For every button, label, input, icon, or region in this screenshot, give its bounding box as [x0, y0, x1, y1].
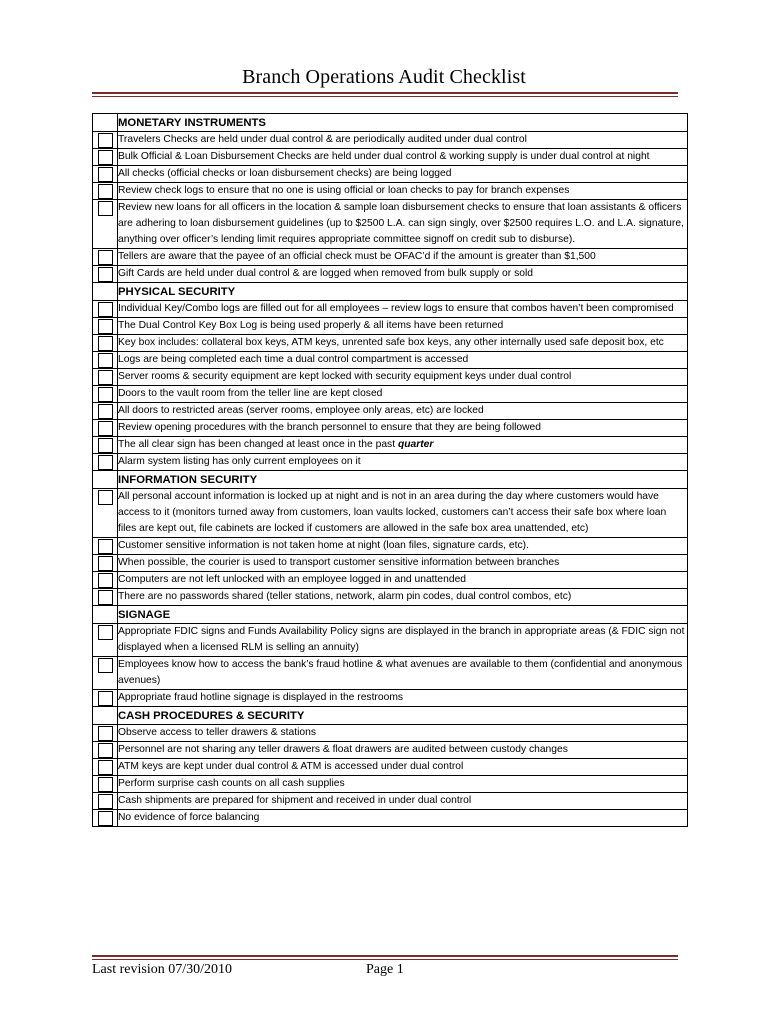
section-header-information-security — [93, 471, 688, 489]
section-header-physical-security — [93, 283, 688, 301]
checklist-row — [93, 352, 688, 369]
checklist-row — [93, 437, 688, 454]
checklist-item-text-main: The all clear sign has been changed at least once in the past — [118, 439, 396, 450]
checkbox[interactable] — [98, 625, 113, 640]
checkbox[interactable] — [98, 794, 113, 809]
checkbox[interactable] — [98, 387, 113, 402]
footer-revision: Last revision 07/30/2010 — [92, 962, 232, 977]
checklist-item-text: All checks (official checks or loan disbursement checks) are being logged — [118, 166, 688, 183]
checklist-item-text: Travelers Checks are held under dual control & are periodically audited under dual control — [118, 132, 688, 149]
checklist-item-text: The Dual Control Key Box Log is being used properly & all items have been returned — [118, 318, 688, 335]
section-heading: INFORMATION SECURITY — [118, 471, 688, 489]
checkbox[interactable] — [98, 133, 113, 148]
checklist-row — [93, 589, 688, 606]
section-heading: PHYSICAL SECURITY — [118, 283, 688, 301]
checkbox[interactable] — [98, 726, 113, 741]
checklist-item-text: Doors to the vault room from the teller line are kept closed — [118, 386, 688, 403]
checklist-row — [93, 690, 688, 707]
checkbox[interactable] — [98, 691, 113, 706]
checklist-item-text: Review opening procedures with the branch personnel to ensure that they are being followed — [118, 420, 688, 437]
checklist-item-text: Logs are being completed each time a dual control compartment is accessed — [118, 352, 688, 369]
checklist-row — [93, 249, 688, 266]
checkbox[interactable] — [98, 167, 113, 182]
checklist-row — [93, 403, 688, 420]
checkbox[interactable] — [98, 336, 113, 351]
emphasis-word: quarter — [397, 439, 434, 450]
checklist-item-text: No evidence of force balancing — [118, 810, 688, 827]
checklist-row — [93, 742, 688, 759]
checklist-item-text: Customer sensitive information is not taken home at night (loan files, signature cards, etc). — [118, 538, 688, 555]
checkbox[interactable] — [98, 743, 113, 758]
document-title: Branch Operations Audit Checklist — [242, 66, 526, 88]
checkbox[interactable] — [98, 777, 113, 792]
checkbox[interactable] — [98, 404, 113, 419]
section-heading: SIGNAGE — [118, 606, 688, 624]
checkbox[interactable] — [98, 201, 113, 216]
checklist-item-text: Alarm system listing has only current employees on it — [118, 454, 688, 471]
checkbox[interactable] — [98, 539, 113, 554]
checkbox[interactable] — [98, 811, 113, 826]
checklist-item-text: Cash shipments are prepared for shipment and received in under dual control — [118, 793, 688, 810]
checklist-item-text: ATM keys are kept under dual control & ATM is accessed under dual control — [118, 759, 688, 776]
checklist-row — [93, 301, 688, 318]
checklist-item-text: Bulk Official & Loan Disbursement Checks are held under dual control & working supply is under dual control at night — [118, 149, 688, 166]
checklist-row — [93, 369, 688, 386]
checkbox[interactable] — [98, 658, 113, 673]
checklist-item-text — [118, 437, 688, 454]
checklist-item-text: Observe access to teller drawers & stations — [118, 725, 688, 742]
checklist-item-text: There are no passwords shared (teller stations, network, alarm pin codes, dual control combos, etc) — [118, 589, 688, 606]
checklist-row — [93, 386, 688, 403]
footer-divider — [92, 955, 678, 960]
checklist-row — [93, 420, 688, 437]
checklist-row — [93, 266, 688, 283]
checklist-row — [93, 624, 688, 657]
checklist-row — [93, 657, 688, 690]
section-header-cash-procedures — [93, 707, 688, 725]
checkbox[interactable] — [98, 353, 113, 368]
checklist-row — [93, 335, 688, 352]
checkbox[interactable] — [98, 302, 113, 317]
checklist-row — [93, 183, 688, 200]
checklist-item-text: Computers are not left unlocked with an employee logged in and unattended — [118, 572, 688, 589]
checklist-item-text: Gift Cards are held under dual control & are logged when removed from bulk supply or sold — [118, 266, 688, 283]
section-header-monetary-instruments — [93, 114, 688, 132]
checklist-row — [93, 318, 688, 335]
checkbox[interactable] — [98, 267, 113, 282]
section-heading: CASH PROCEDURES & SECURITY — [118, 707, 688, 725]
audit-checklist-table — [92, 113, 688, 827]
title-divider — [92, 92, 678, 97]
checklist-item-text: Appropriate fraud hotline signage is displayed in the restrooms — [118, 690, 688, 707]
checkbox[interactable] — [98, 370, 113, 385]
checklist-item-text: Personnel are not sharing any teller drawers & float drawers are audited between custody changes — [118, 742, 688, 759]
checkbox[interactable] — [98, 150, 113, 165]
checkbox[interactable] — [98, 455, 113, 470]
checklist-item-text: All personal account information is locked up at night and is not in an area during the day where customers would have access to it (monitors turned away from customers, loan vaults locked, customers can’t access their safe box where loan files are kept out, file cabinets are locked if customers are allowed in the safe box area unattended, etc) — [118, 489, 688, 538]
checklist-item-text: Key box includes: collateral box keys, ATM keys, unrented safe box keys, any other internally used safe deposit box, etc — [118, 335, 688, 352]
checklist-row — [93, 810, 688, 827]
checkbox[interactable] — [98, 319, 113, 334]
checklist-item-text: Review new loans for all officers in the location & sample loan disbursement checks to ensure that loan assistants & officers are adhering to loan disbursement guidelines (up to $2500 L.A. can sign singly, over $2500 requires L.O. and L.A. signature, anything over officer’s lending limit requires appropriate committee signoff on credit sub to disburse). — [118, 200, 688, 249]
checklist-item-text: Server rooms & security equipment are kept locked with security equipment keys under dual control — [118, 369, 688, 386]
checklist-row — [93, 149, 688, 166]
checklist-item-text: Appropriate FDIC signs and Funds Availability Policy signs are displayed in the branch in appropriate areas (& FDIC sign not displayed when a licensed RLM is selling an annuity) — [118, 624, 688, 657]
checklist-item-text: Individual Key/Combo logs are filled out for all employees – review logs to ensure that combos haven’t been compromised — [118, 301, 688, 318]
checkbox[interactable] — [98, 438, 113, 453]
checklist-row — [93, 489, 688, 538]
checklist-item-text: All doors to restricted areas (server rooms, employee only areas, etc) are locked — [118, 403, 688, 420]
checklist-item-text: Employees know how to access the bank’s fraud hotline & what avenues are available to them (confidential and anonymous avenues) — [118, 657, 688, 690]
checklist-row — [93, 454, 688, 471]
checklist-row — [93, 166, 688, 183]
checklist-row — [93, 572, 688, 589]
checkbox[interactable] — [98, 590, 113, 605]
checklist-row — [93, 776, 688, 793]
checkbox[interactable] — [98, 556, 113, 571]
section-header-signage — [93, 606, 688, 624]
section-heading: MONETARY INSTRUMENTS — [118, 114, 688, 132]
checklist-row — [93, 793, 688, 810]
checklist-item-text: Perform surprise cash counts on all cash supplies — [118, 776, 688, 793]
checklist-row — [93, 538, 688, 555]
checklist-item-text: Tellers are aware that the payee of an official check must be OFAC’d if the amount is greater than $1,500 — [118, 249, 688, 266]
checkbox[interactable] — [98, 421, 113, 436]
checklist-row — [93, 555, 688, 572]
checkbox[interactable] — [98, 250, 113, 265]
checkbox[interactable] — [98, 184, 113, 199]
checkbox[interactable] — [98, 760, 113, 775]
checkbox[interactable] — [98, 490, 113, 505]
checklist-row — [93, 759, 688, 776]
checklist-row — [93, 200, 688, 249]
checklist-item-text: Review check logs to ensure that no one is using official or loan checks to pay for branch expenses — [118, 183, 688, 200]
checkbox[interactable] — [98, 573, 113, 588]
checklist-item-text: When possible, the courier is used to transport customer sensitive information between branches — [118, 555, 688, 572]
checklist-row — [93, 725, 688, 742]
checklist-row — [93, 132, 688, 149]
footer-page-number: Page 1 — [366, 962, 404, 977]
